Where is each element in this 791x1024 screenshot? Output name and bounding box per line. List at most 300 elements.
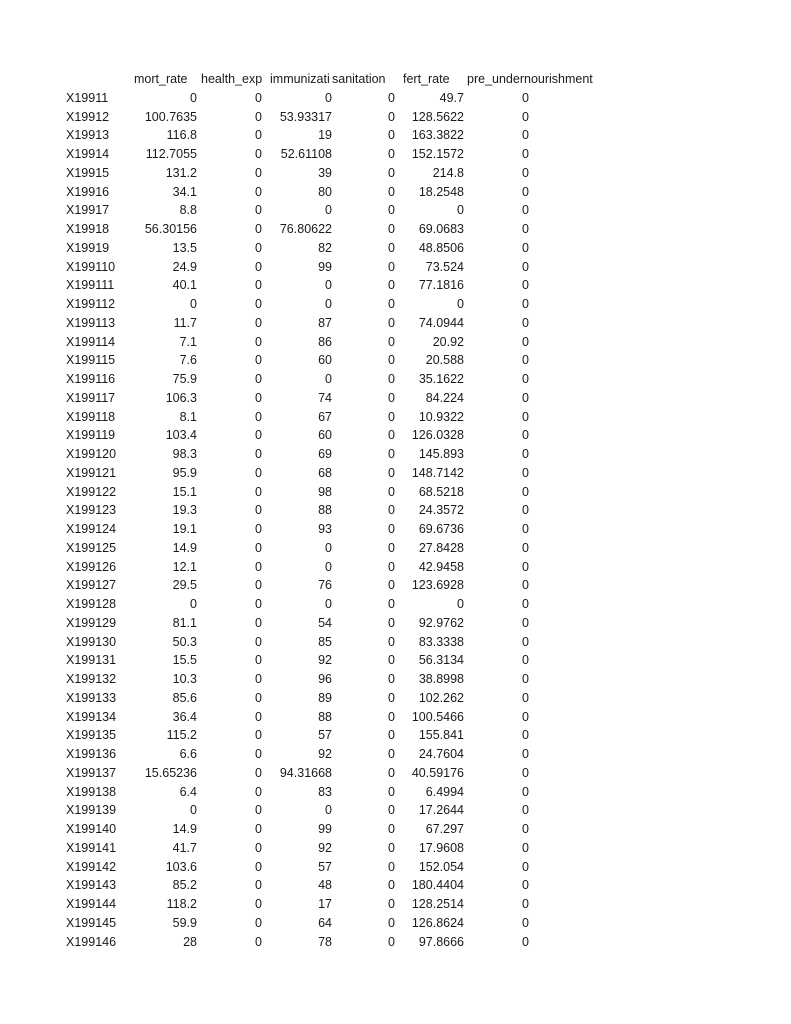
health-exp-cell: 0 <box>255 784 262 799</box>
pre-undernourishment-cell: 0 <box>522 503 529 518</box>
health-exp-cell: 0 <box>255 297 262 311</box>
fert-rate-cell: 17.9608 <box>418 840 464 855</box>
pre-undernourishment-cell: 0 <box>522 728 529 743</box>
mort-rate-cell: 40.1 <box>172 278 197 293</box>
sanitation-cell: 0 <box>388 165 395 180</box>
mort-rate-cell: 34.1 <box>172 184 197 199</box>
pre-undernourishment-cell: 0 <box>522 690 529 705</box>
health-exp-cell: 0 <box>255 128 262 143</box>
mort-rate-cell: 0 <box>190 597 197 611</box>
fert-rate-cell: 18.2548 <box>418 184 464 199</box>
health-exp-cell: 0 <box>255 353 262 368</box>
immunization-cell: 0 <box>325 90 332 105</box>
pre-undernourishment-cell: 0 <box>522 803 529 818</box>
mort-rate-cell: 131.2 <box>165 165 197 180</box>
pre-undernourishment-cell: 0 <box>522 128 529 143</box>
sanitation-cell: 0 <box>388 128 395 143</box>
health-exp-cell: 0 <box>255 90 262 105</box>
health-exp-cell: 0 <box>255 465 262 480</box>
sanitation-cell: 0 <box>388 522 395 536</box>
mort-rate-cell: 19.1 <box>172 522 197 536</box>
row-id-cell: X19914 <box>66 147 110 161</box>
row-id-cell: X199120 <box>66 447 117 461</box>
sanitation-cell: 0 <box>388 897 395 911</box>
immunization-cell: 54 <box>318 615 332 630</box>
mort-rate-cell: 7.6 <box>179 353 197 368</box>
health-exp-cell: 0 <box>255 840 262 855</box>
pre-undernourishment-cell: 0 <box>522 597 529 611</box>
immunization-cell: 64 <box>318 915 332 930</box>
fert-rate-cell: 102.262 <box>418 690 464 705</box>
header-health-exp: health_exp <box>201 72 263 86</box>
sanitation-cell: 0 <box>388 597 395 611</box>
pre-undernourishment-cell: 0 <box>522 897 529 911</box>
sanitation-cell: 0 <box>388 259 395 274</box>
health-exp-cell: 0 <box>255 915 262 930</box>
row-id-cell: X199118 <box>66 409 116 424</box>
mort-rate-cell: 112.7055 <box>145 147 197 161</box>
header-immunization: immunizati <box>270 72 330 86</box>
immunization-cell: 89 <box>318 690 332 705</box>
fert-rate-cell: 0 <box>457 297 464 311</box>
sanitation-cell: 0 <box>388 822 395 836</box>
immunization-cell: 0 <box>325 803 332 818</box>
row-id-cell: X19912 <box>66 109 110 124</box>
pre-undernourishment-cell: 0 <box>522 672 529 686</box>
health-exp-cell: 0 <box>255 578 262 593</box>
row-id-cell: X199115 <box>66 353 116 368</box>
pre-undernourishment-cell: 0 <box>522 522 529 536</box>
row-id-cell: X199142 <box>66 859 117 874</box>
pre-undernourishment-cell: 0 <box>522 822 529 836</box>
mort-rate-cell: 19.3 <box>172 503 197 518</box>
mort-rate-cell: 15.1 <box>172 484 197 499</box>
pre-undernourishment-cell: 0 <box>522 484 529 499</box>
row-id-cell: X199138 <box>66 784 117 799</box>
fert-rate-cell: 69.0683 <box>418 222 464 236</box>
health-exp-cell: 0 <box>255 109 262 124</box>
immunization-cell: 86 <box>318 334 332 349</box>
immunization-cell: 17 <box>318 897 332 911</box>
row-id-cell: X199125 <box>66 540 117 555</box>
fert-rate-cell: 40.59176 <box>411 765 464 780</box>
health-exp-cell: 0 <box>255 409 262 424</box>
mort-rate-cell: 41.7 <box>172 840 197 855</box>
mort-rate-cell: 81.1 <box>172 615 197 630</box>
sanitation-cell: 0 <box>388 803 395 818</box>
row-id-cell: X199135 <box>66 728 117 743</box>
health-exp-cell: 0 <box>255 165 262 180</box>
sanitation-cell: 0 <box>388 653 395 668</box>
health-exp-cell: 0 <box>255 428 262 443</box>
row-id-cell: X19919 <box>66 240 110 255</box>
fert-rate-cell: 148.7142 <box>411 465 464 480</box>
immunization-cell: 0 <box>325 203 332 218</box>
health-exp-cell: 0 <box>255 503 262 518</box>
row-id-cell: X19917 <box>66 203 110 218</box>
health-exp-cell: 0 <box>255 709 262 724</box>
health-exp-cell: 0 <box>255 803 262 818</box>
fert-rate-cell: 163.3822 <box>411 128 464 143</box>
fert-rate-cell: 145.893 <box>418 447 464 461</box>
mort-rate-cell: 50.3 <box>172 634 197 649</box>
sanitation-cell: 0 <box>388 615 395 630</box>
sanitation-cell: 0 <box>388 372 395 386</box>
sanitation-cell: 0 <box>388 915 395 930</box>
pre-undernourishment-cell: 0 <box>522 372 529 386</box>
immunization-cell: 69 <box>318 447 332 461</box>
pre-undernourishment-cell: 0 <box>522 409 529 424</box>
row-id-cell: X199113 <box>66 315 116 330</box>
row-id-cell: X199117 <box>66 390 116 405</box>
row-id-cell: X199139 <box>66 803 117 818</box>
pre-undernourishment-cell: 0 <box>522 278 529 293</box>
sanitation-cell: 0 <box>388 465 395 480</box>
fert-rate-cell: 24.3572 <box>418 503 464 518</box>
immunization-cell: 0 <box>325 597 332 611</box>
row-id-cell: X19913 <box>66 128 110 143</box>
row-id-cell: X199127 <box>66 578 117 593</box>
sanitation-cell: 0 <box>388 428 395 443</box>
sanitation-cell: 0 <box>388 334 395 349</box>
header-fert-rate: fert_rate <box>403 72 450 86</box>
row-id-cell: X199129 <box>66 615 117 630</box>
pre-undernourishment-cell: 0 <box>522 859 529 874</box>
health-exp-cell: 0 <box>255 203 262 218</box>
health-exp-cell: 0 <box>255 615 262 630</box>
health-exp-cell: 0 <box>255 822 262 836</box>
health-exp-cell: 0 <box>255 672 262 686</box>
row-id-cell: X199140 <box>66 822 117 836</box>
row-id-cell: X199134 <box>66 709 117 724</box>
mort-rate-cell: 59.9 <box>172 915 197 930</box>
sanitation-cell: 0 <box>388 147 395 161</box>
pre-undernourishment-cell: 0 <box>522 765 529 780</box>
immunization-cell: 88 <box>318 503 332 518</box>
sanitation-cell: 0 <box>388 578 395 593</box>
immunization-cell: 76 <box>318 578 332 593</box>
sanitation-cell: 0 <box>388 353 395 368</box>
health-exp-cell: 0 <box>255 315 262 330</box>
mort-rate-cell: 24.9 <box>172 259 197 274</box>
immunization-cell: 92 <box>318 747 332 761</box>
row-id-cell: X199112 <box>66 297 116 311</box>
fert-rate-cell: 67.297 <box>425 822 464 836</box>
fert-rate-cell: 35.1622 <box>418 372 464 386</box>
health-exp-cell: 0 <box>255 390 262 405</box>
row-id-cell: X19918 <box>66 222 110 236</box>
health-exp-cell: 0 <box>255 634 262 649</box>
immunization-cell: 78 <box>318 934 332 949</box>
pre-undernourishment-cell: 0 <box>522 840 529 855</box>
mort-rate-cell: 36.4 <box>172 709 197 724</box>
fert-rate-cell: 38.8998 <box>418 672 464 686</box>
mort-rate-cell: 103.6 <box>165 859 197 874</box>
immunization-cell: 57 <box>318 728 332 743</box>
mort-rate-cell: 56.30156 <box>144 222 197 236</box>
immunization-cell: 96 <box>318 672 332 686</box>
health-exp-cell: 0 <box>255 447 262 461</box>
health-exp-cell: 0 <box>255 334 262 349</box>
row-id-cell: X199121 <box>66 465 117 480</box>
row-id-cell: X199130 <box>66 634 117 649</box>
health-exp-cell: 0 <box>255 222 262 236</box>
immunization-cell: 67 <box>318 409 332 424</box>
pre-undernourishment-cell: 0 <box>522 559 529 574</box>
sanitation-cell: 0 <box>388 690 395 705</box>
row-id-cell: X199131 <box>66 653 117 668</box>
pre-undernourishment-cell: 0 <box>522 203 529 218</box>
fert-rate-cell: 0 <box>457 203 464 218</box>
health-exp-cell: 0 <box>255 259 262 274</box>
fert-rate-cell: 214.8 <box>432 165 464 180</box>
row-id-cell: X199110 <box>66 259 116 274</box>
row-id-cell: X19916 <box>66 184 110 199</box>
pre-undernourishment-cell: 0 <box>522 353 529 368</box>
row-id-cell: X199122 <box>66 484 117 499</box>
immunization-cell: 48 <box>318 878 332 893</box>
pre-undernourishment-cell: 0 <box>522 109 529 124</box>
fert-rate-cell: 10.9322 <box>418 409 464 424</box>
fert-rate-cell: 180.4404 <box>411 878 464 893</box>
row-id-cell: X199141 <box>66 840 117 855</box>
fert-rate-cell: 123.6928 <box>411 578 464 593</box>
fert-rate-cell: 152.054 <box>418 859 464 874</box>
fert-rate-cell: 17.2644 <box>418 803 464 818</box>
fert-rate-cell: 126.0328 <box>411 428 464 443</box>
pre-undernourishment-cell: 0 <box>522 184 529 199</box>
immunization-cell: 85 <box>318 634 332 649</box>
immunization-cell: 19 <box>318 128 332 143</box>
row-id-cell: X199114 <box>66 334 116 349</box>
mort-rate-cell: 13.5 <box>172 240 197 255</box>
immunization-cell: 92 <box>318 840 332 855</box>
sanitation-cell: 0 <box>388 709 395 724</box>
mort-rate-cell: 15.65236 <box>144 765 197 780</box>
sanitation-cell: 0 <box>388 90 395 105</box>
header-mort-rate: mort_rate <box>134 72 188 86</box>
immunization-cell: 99 <box>318 259 332 274</box>
sanitation-cell: 0 <box>388 934 395 949</box>
pre-undernourishment-cell: 0 <box>522 747 529 761</box>
pre-undernourishment-cell: 0 <box>522 878 529 893</box>
pre-undernourishment-cell: 0 <box>522 147 529 161</box>
fert-rate-cell: 69.6736 <box>418 522 464 536</box>
immunization-cell: 88 <box>318 709 332 724</box>
pre-undernourishment-cell: 0 <box>522 709 529 724</box>
mort-rate-cell: 103.4 <box>165 428 197 443</box>
pre-undernourishment-cell: 0 <box>522 447 529 461</box>
mort-rate-cell: 75.9 <box>172 372 197 386</box>
immunization-cell: 74 <box>318 390 332 405</box>
fert-rate-cell: 97.8666 <box>418 934 464 949</box>
row-id-cell: X199132 <box>66 672 117 686</box>
mort-rate-cell: 116.8 <box>166 128 197 143</box>
fert-rate-cell: 6.4994 <box>425 784 464 799</box>
pre-undernourishment-cell: 0 <box>522 297 529 311</box>
health-exp-cell: 0 <box>255 878 262 893</box>
mort-rate-cell: 29.5 <box>172 578 197 593</box>
row-id-cell: X199146 <box>66 934 117 949</box>
pre-undernourishment-cell: 0 <box>522 334 529 349</box>
fert-rate-cell: 27.8428 <box>418 540 464 555</box>
mort-rate-cell: 0 <box>190 90 197 105</box>
health-exp-cell: 0 <box>255 765 262 780</box>
mort-rate-cell: 8.1 <box>179 409 197 424</box>
sanitation-cell: 0 <box>388 784 395 799</box>
sanitation-cell: 0 <box>388 765 395 780</box>
row-id-cell: X199136 <box>66 747 117 761</box>
fert-rate-cell: 92.9762 <box>418 615 464 630</box>
fert-rate-cell: 100.5466 <box>411 709 464 724</box>
fert-rate-cell: 74.0944 <box>418 315 464 330</box>
row-id-cell: X199119 <box>66 428 116 443</box>
pre-undernourishment-cell: 0 <box>522 390 529 405</box>
sanitation-cell: 0 <box>388 109 395 124</box>
immunization-cell: 76.80622 <box>279 222 332 236</box>
health-exp-cell: 0 <box>255 240 262 255</box>
immunization-cell: 99 <box>318 822 332 836</box>
sanitation-cell: 0 <box>388 409 395 424</box>
pre-undernourishment-cell: 0 <box>522 315 529 330</box>
pre-undernourishment-cell: 0 <box>522 222 529 236</box>
fert-rate-cell: 126.8624 <box>411 915 464 930</box>
fert-rate-cell: 84.224 <box>425 390 464 405</box>
health-exp-cell: 0 <box>255 559 262 574</box>
immunization-cell: 83 <box>318 784 332 799</box>
pre-undernourishment-cell: 0 <box>522 165 529 180</box>
fert-rate-cell: 128.2514 <box>411 897 464 911</box>
immunization-cell: 0 <box>325 559 332 574</box>
sanitation-cell: 0 <box>388 184 395 199</box>
pre-undernourishment-cell: 0 <box>522 653 529 668</box>
fert-rate-cell: 83.3338 <box>418 634 464 649</box>
health-exp-cell: 0 <box>255 522 262 536</box>
sanitation-cell: 0 <box>388 728 395 743</box>
row-id-cell: X199123 <box>66 503 117 518</box>
header-pre-undernourishment: pre_undernourishment <box>467 72 593 86</box>
health-exp-cell: 0 <box>255 690 262 705</box>
mort-rate-cell: 95.9 <box>172 465 197 480</box>
fert-rate-cell: 24.7604 <box>418 747 464 761</box>
fert-rate-cell: 20.92 <box>432 334 464 349</box>
fert-rate-cell: 77.1816 <box>418 278 464 293</box>
sanitation-cell: 0 <box>388 503 395 518</box>
immunization-cell: 82 <box>318 240 332 255</box>
row-id-cell: X199143 <box>66 878 117 893</box>
fert-rate-cell: 20.588 <box>425 353 464 368</box>
mort-rate-cell: 6.6 <box>179 747 197 761</box>
sanitation-cell: 0 <box>388 859 395 874</box>
fert-rate-cell: 49.7 <box>439 90 464 105</box>
health-exp-cell: 0 <box>255 859 262 874</box>
mort-rate-cell: 0 <box>190 297 197 311</box>
mort-rate-cell: 6.4 <box>179 784 197 799</box>
mort-rate-cell: 85.2 <box>172 878 197 893</box>
row-id-cell: X199116 <box>66 372 116 386</box>
immunization-cell: 68 <box>318 465 332 480</box>
row-id-cell: X199133 <box>66 690 117 705</box>
fert-rate-cell: 152.1572 <box>411 147 464 161</box>
sanitation-cell: 0 <box>388 559 395 574</box>
sanitation-cell: 0 <box>388 447 395 461</box>
fert-rate-cell: 155.841 <box>418 728 464 743</box>
pre-undernourishment-cell: 0 <box>522 465 529 480</box>
fert-rate-cell: 42.9458 <box>418 559 464 574</box>
pre-undernourishment-cell: 0 <box>522 259 529 274</box>
mort-rate-cell: 7.1 <box>179 334 197 349</box>
sanitation-cell: 0 <box>388 540 395 555</box>
immunization-cell: 0 <box>325 372 332 386</box>
sanitation-cell: 0 <box>388 278 395 293</box>
mort-rate-cell: 8.8 <box>179 203 197 218</box>
immunization-cell: 93 <box>318 522 332 536</box>
immunization-cell: 0 <box>325 278 332 293</box>
mort-rate-cell: 28 <box>183 934 197 949</box>
mort-rate-cell: 14.9 <box>172 540 197 555</box>
fert-rate-cell: 128.5622 <box>411 109 464 124</box>
header-sanitation: sanitation <box>332 72 386 86</box>
health-exp-cell: 0 <box>255 728 262 743</box>
immunization-cell: 53.93317 <box>279 109 332 124</box>
health-exp-cell: 0 <box>255 653 262 668</box>
pre-undernourishment-cell: 0 <box>522 240 529 255</box>
row-id-cell: X199137 <box>66 765 117 780</box>
sanitation-cell: 0 <box>388 203 395 218</box>
mort-rate-cell: 118.2 <box>166 897 197 911</box>
sanitation-cell: 0 <box>388 297 395 311</box>
mort-rate-cell: 106.3 <box>165 390 197 405</box>
sanitation-cell: 0 <box>388 315 395 330</box>
row-id-cell: X19911 <box>66 90 109 105</box>
row-id-cell: X199128 <box>66 597 117 611</box>
pre-undernourishment-cell: 0 <box>522 784 529 799</box>
fert-rate-cell: 73.524 <box>425 259 464 274</box>
mort-rate-cell: 85.6 <box>172 690 197 705</box>
mort-rate-cell: 11.7 <box>173 315 197 330</box>
immunization-cell: 57 <box>318 859 332 874</box>
sanitation-cell: 0 <box>388 390 395 405</box>
pre-undernourishment-cell: 0 <box>522 615 529 630</box>
immunization-cell: 0 <box>325 540 332 555</box>
health-exp-cell: 0 <box>255 747 262 761</box>
immunization-cell: 87 <box>318 315 332 330</box>
sanitation-cell: 0 <box>388 747 395 761</box>
immunization-cell: 60 <box>318 428 332 443</box>
sanitation-cell: 0 <box>388 222 395 236</box>
immunization-cell: 80 <box>318 184 332 199</box>
pre-undernourishment-cell: 0 <box>522 634 529 649</box>
sanitation-cell: 0 <box>388 840 395 855</box>
immunization-cell: 92 <box>318 653 332 668</box>
mort-rate-cell: 14.9 <box>172 822 197 836</box>
health-exp-cell: 0 <box>255 540 262 555</box>
immunization-cell: 39 <box>318 165 332 180</box>
sanitation-cell: 0 <box>388 878 395 893</box>
fert-rate-cell: 48.8506 <box>418 240 464 255</box>
immunization-cell: 60 <box>318 353 332 368</box>
row-id-cell: X19915 <box>66 165 110 180</box>
fert-rate-cell: 68.5218 <box>418 484 464 499</box>
sanitation-cell: 0 <box>388 484 395 499</box>
immunization-cell: 94.31668 <box>279 765 332 780</box>
mort-rate-cell: 115.2 <box>166 728 197 743</box>
sanitation-cell: 0 <box>388 240 395 255</box>
sanitation-cell: 0 <box>388 672 395 686</box>
row-id-cell: X199111 <box>66 278 115 293</box>
health-exp-cell: 0 <box>255 597 262 611</box>
row-id-cell: X199124 <box>66 522 117 536</box>
